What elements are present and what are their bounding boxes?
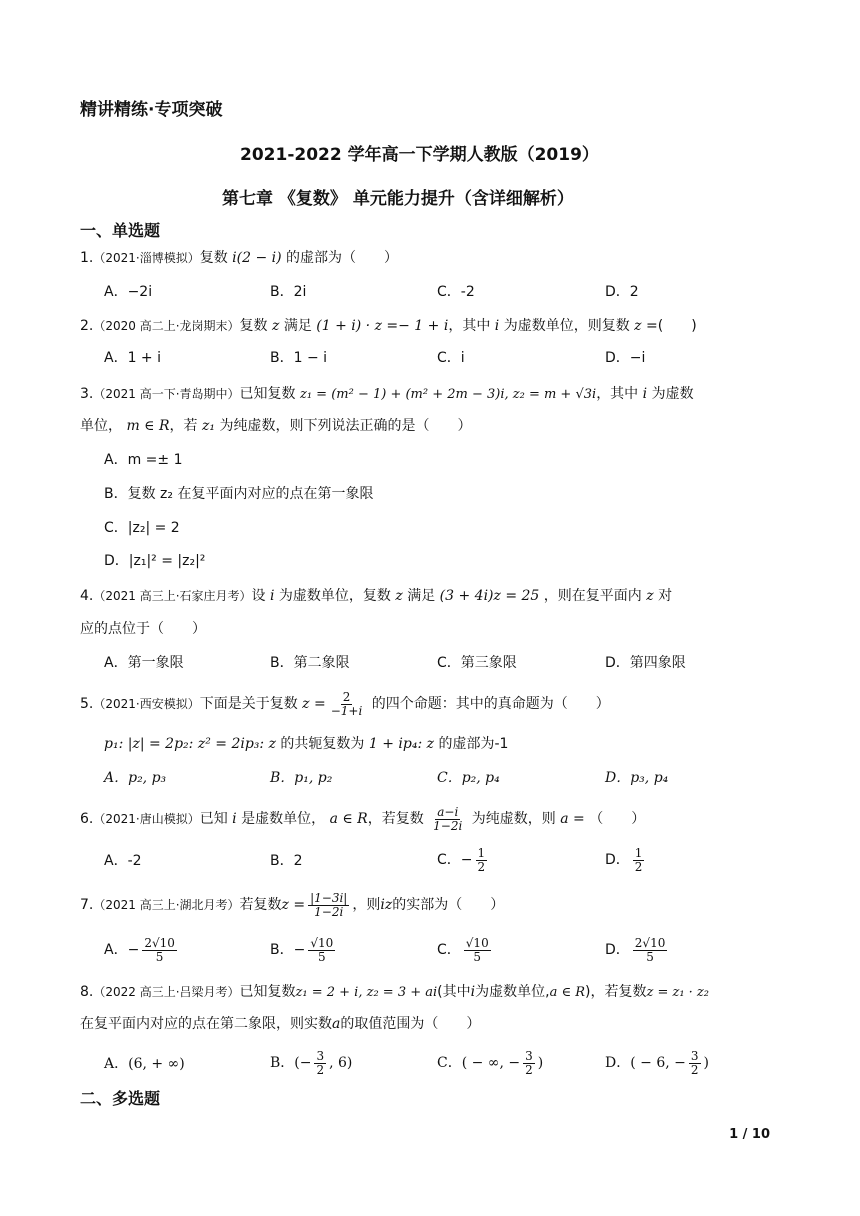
question-text: 设: [251, 588, 266, 604]
option-c: C．-2: [437, 284, 475, 300]
question-number: 6.: [80, 811, 94, 827]
math-expression: a =: [560, 811, 585, 827]
math-expression: a ∈ R: [549, 985, 585, 1000]
question-number: 5.: [80, 696, 94, 712]
question-text: 是虚数单位，: [241, 811, 326, 827]
question-source: （2020 高二上·龙岗期末）: [93, 319, 240, 333]
question-number: 4.: [80, 588, 94, 604]
math-fraction: [431, 806, 464, 833]
fraction-denominator: 1−2i: [314, 904, 344, 919]
option-b: B．1 − i: [270, 350, 328, 366]
math-fraction: [633, 847, 645, 874]
question-text: 已知复数: [239, 984, 296, 1000]
option-c: [437, 935, 494, 965]
math-variable: a: [332, 1016, 341, 1032]
option-tail: ): [703, 1055, 709, 1071]
option-d: D．p₃, p₄: [605, 770, 669, 786]
option-a: A．1 + i: [104, 350, 162, 366]
question-8: [80, 982, 709, 1003]
option-c: C．i: [437, 350, 465, 366]
math-variable: i: [470, 984, 476, 1000]
question-text: （ ）: [589, 811, 646, 827]
question-text: 为纯虚数，则下列说法正确的是（ ）: [219, 418, 472, 434]
question-text: 满足: [407, 588, 436, 604]
question-source: （2021·唐山模拟）: [93, 812, 200, 826]
math-fraction: [329, 691, 365, 718]
fraction-denominator: 2: [690, 1062, 699, 1077]
question-number: 3.: [80, 386, 94, 402]
option-tail: , 6): [329, 1055, 353, 1071]
question-2: [80, 316, 697, 336]
option-label: C．−: [437, 852, 473, 868]
math-expression: (3 + 4i)z = 25: [439, 588, 540, 604]
option-d: D．第四象限: [605, 655, 686, 671]
option-b: [270, 1048, 352, 1078]
option-d: D．2: [605, 284, 639, 300]
title-line-2: 第七章 《复数》 单元能力提升（含详细解析）: [222, 189, 574, 209]
math-fraction: [308, 937, 335, 964]
question-text: 的四个命题：其中的真命题为（ ）: [371, 696, 610, 712]
math-variable: z: [634, 318, 642, 334]
question-source: （2021 高三上·湖北月考）: [93, 898, 240, 912]
title-line-1: 2021-2022 学年高一下学期人教版（2019）: [240, 145, 599, 165]
fraction-denominator: 5: [646, 949, 654, 964]
option-label: C．( − ∞, −: [437, 1055, 521, 1071]
fraction-numerator: 1: [634, 845, 643, 860]
question-text: 满足: [283, 318, 312, 334]
question-4: [80, 586, 672, 606]
fraction-numerator: |1−3i|: [310, 890, 348, 905]
page-number: 1 / 10: [729, 1127, 770, 1142]
option-tail: ): [537, 1055, 544, 1071]
question-text: ，则: [352, 897, 381, 913]
question-text: =( ): [646, 318, 697, 334]
fraction-denominator: 2: [316, 1062, 325, 1077]
question-text: 已知: [199, 811, 228, 827]
question-text: 单位，: [80, 418, 122, 434]
fraction-numerator: 3: [690, 1048, 699, 1063]
option-label: B．−: [270, 942, 306, 958]
option-b: B．复数 z₂ 在复平面内对应的点在第一象限: [104, 486, 374, 502]
question-3: [80, 384, 694, 405]
fraction-numerator: a−i: [437, 804, 459, 819]
fraction-denominator: 5: [473, 949, 482, 964]
option-c: C．|z₂| = 2: [104, 520, 180, 536]
option-c: [437, 1048, 543, 1078]
question-text: ，其中: [448, 318, 491, 334]
option-d: D．−i: [605, 350, 646, 366]
math-expression: m ∈ R: [126, 418, 170, 434]
fraction-denominator: 2: [634, 859, 643, 874]
fraction-denominator: −1+i: [330, 703, 363, 718]
math-fraction: [476, 847, 488, 874]
fraction-numerator: 2: [342, 689, 351, 704]
fraction-denominator: 5: [317, 949, 326, 964]
section-heading-single-choice: 一、单选题: [80, 221, 161, 240]
question-text: 若复数: [239, 897, 282, 913]
section-heading-multiple-choice: 二、多选题: [80, 1089, 161, 1108]
question-6: [80, 804, 645, 834]
question-text: ，若复数: [367, 811, 424, 827]
math-expression: 1 + ip₄: z: [368, 736, 434, 752]
question-text: )，若复数: [585, 984, 647, 1000]
option-b: B．p₁, p₂: [270, 770, 333, 786]
question-text: ，则在复平面内: [543, 588, 642, 604]
option-label: D．( − 6, −: [605, 1055, 686, 1071]
question-text: 的虚部为（ ）: [286, 250, 399, 266]
option-label: D．: [605, 942, 630, 958]
fraction-numerator: 3: [316, 1048, 325, 1063]
option-c: C．p₂, p₄: [437, 770, 500, 786]
question-text: ，其中: [596, 386, 639, 402]
math-variable: z: [395, 588, 403, 604]
question-number: 7.: [80, 897, 94, 913]
option-label: A．−: [104, 942, 140, 958]
option-d: [605, 935, 670, 965]
fraction-numerator: 3: [525, 1048, 533, 1063]
question-text: 为虚数单位，则复数: [503, 318, 630, 334]
option-c: [437, 845, 490, 875]
question-number: 8.: [80, 984, 94, 1000]
math-expression: p₁: |z| = 2p₂: z² = 2ip₃: z: [104, 736, 276, 752]
question-text: 为纯虚数，则: [471, 811, 556, 827]
fraction-numerator: √10: [465, 935, 489, 950]
question-number: 1.: [80, 250, 94, 266]
math-variable: i: [642, 386, 648, 402]
option-d: [605, 845, 647, 875]
option-b: B．2i: [270, 284, 307, 300]
question-text: 为虚数: [651, 386, 694, 402]
fraction-denominator: 2: [477, 859, 486, 874]
brand-heading: 精讲精练·专项突破: [80, 100, 223, 120]
question-7: [80, 890, 504, 920]
question-text: 的实部为（ ）: [392, 897, 505, 913]
math-expression: z₁ = 2 + i, z₂ = 3 + ai: [295, 985, 438, 1000]
option-a: A．-2: [104, 853, 142, 869]
math-fraction: [523, 1050, 535, 1077]
math-fraction: [633, 937, 668, 964]
math-expression: z = z₁ · z₂: [646, 985, 709, 1000]
question-source: （2021 高一下·青岛期中）: [93, 387, 240, 401]
math-expression: (1 + i) · z =− 1 + i: [316, 318, 449, 334]
question-5-line-2: [104, 734, 508, 754]
math-variable: i: [232, 811, 237, 827]
question-number: 2.: [80, 318, 94, 334]
question-8-line-2: [80, 1014, 480, 1034]
math-expression: i(2 − i): [232, 250, 282, 266]
math-variable: z: [646, 588, 654, 604]
question-3-line-2: [80, 416, 471, 436]
question-source: （2021·西安模拟）: [93, 697, 200, 711]
fraction-numerator: 1: [477, 845, 486, 860]
question-text: 为虚数单位,: [475, 984, 550, 1000]
question-text: 的虚部为-1: [438, 736, 509, 752]
math-variable: i: [269, 588, 275, 604]
math-expression: a ∈ R: [329, 811, 368, 827]
question-text: 在复平面内对应的点在第二象限，则实数: [80, 1016, 332, 1032]
math-variable: z₁: [202, 418, 215, 434]
math-expression: z =: [302, 696, 326, 712]
question-text: ，若: [169, 418, 198, 434]
math-fraction: [689, 1050, 701, 1077]
fraction-numerator: 2√10: [634, 935, 666, 950]
option-a: A．p₂, p₃: [104, 770, 167, 786]
math-variable: z: [271, 318, 280, 334]
option-label: D．: [605, 852, 630, 868]
question-text: 为虚数单位，复数: [278, 588, 391, 604]
question-5: [80, 690, 610, 718]
option-a: A．−2i: [104, 284, 153, 300]
option-label: B．(−: [270, 1055, 312, 1071]
option-a: A．m =± 1: [104, 452, 183, 468]
question-source: （2022 高三上·吕梁月考）: [93, 985, 240, 999]
fraction-denominator: 2: [525, 1062, 533, 1077]
fraction-denominator: 5: [155, 949, 164, 964]
math-expression: z =: [281, 897, 306, 913]
option-a: A．(6, + ∞): [104, 1056, 185, 1072]
option-b: B．第二象限: [270, 655, 350, 671]
question-4-line-2: 应的点位于（ ）: [80, 621, 206, 637]
option-a: [104, 935, 180, 965]
question-source: （2021 高三上·石家庄月考）: [93, 589, 252, 603]
question-source: （2021·淄博模拟）: [93, 251, 200, 265]
question-text: (其中: [437, 984, 471, 1000]
fraction-numerator: √10: [310, 935, 334, 950]
option-b: B．2: [270, 853, 303, 869]
option-c: C．第三象限: [437, 655, 517, 671]
option-a: A．第一象限: [104, 655, 184, 671]
option-b: [270, 935, 338, 965]
math-expression: iz: [380, 897, 393, 913]
question-text: 复数: [239, 318, 268, 334]
math-variable: i: [494, 318, 500, 334]
option-d: [605, 1048, 709, 1078]
option-d: D．|z₁|² = |z₂|²: [104, 553, 206, 569]
fraction-numerator: 2√10: [144, 935, 175, 950]
math-fraction: [464, 937, 491, 964]
question-text: 复数: [199, 250, 228, 266]
math-fraction: [142, 937, 177, 964]
math-fraction: [308, 892, 349, 919]
question-text: 对: [658, 588, 673, 604]
question-text: 的共轭复数为: [280, 736, 365, 752]
question-text: 的取值范围为（ ）: [340, 1016, 481, 1032]
option-label: C．: [437, 942, 461, 958]
question-text: 下面是关于复数: [199, 696, 298, 712]
question-1: [80, 248, 398, 268]
math-fraction: [314, 1050, 326, 1077]
question-text: 已知复数: [239, 386, 296, 402]
fraction-denominator: 1−2i: [433, 818, 463, 833]
math-expression: z₁ = (m² − 1) + (m² + 2m − 3)i, z₂ = m + √3i: [299, 387, 597, 402]
